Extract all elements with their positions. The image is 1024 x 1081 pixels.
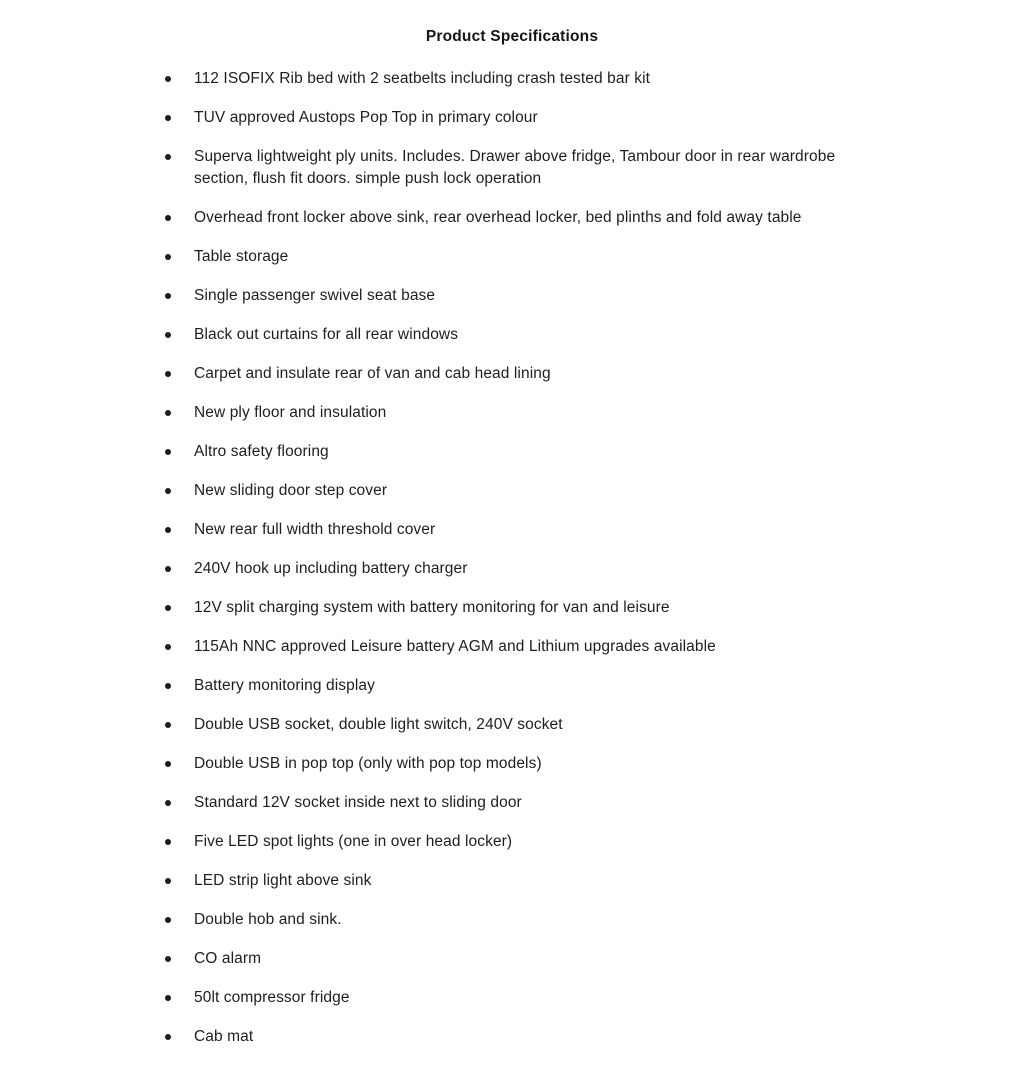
list-item [160, 597, 1024, 619]
list-item-text: 50lt compressor fridge [194, 989, 350, 1006]
bullet-icon [165, 115, 171, 121]
product-specifications-document [0, 27, 1024, 1081]
list-item-text: New rear full width threshold cover [194, 521, 436, 538]
list-item [160, 948, 1024, 970]
list-item [160, 146, 1024, 190]
bullet-icon [165, 527, 171, 533]
list-item-text: Altro safety flooring [194, 443, 329, 460]
list-item-text: New sliding door step cover [194, 482, 388, 499]
bullet-icon [165, 995, 171, 1001]
list-item [160, 68, 1024, 90]
bullet-icon [165, 371, 171, 377]
list-item [160, 363, 1024, 385]
list-item [160, 675, 1024, 697]
bullet-icon [165, 722, 171, 728]
list-item-text: Double USB in pop top (only with pop top models) [194, 755, 542, 772]
bullet-icon [165, 644, 171, 650]
list-item-text: Five LED spot lights (one in over head locker) [194, 833, 513, 850]
bullet-icon [165, 293, 171, 299]
list-item-text: 12V split charging system with battery monitoring for van and leisure [194, 599, 670, 616]
spec-list [0, 68, 1024, 1048]
list-item [160, 558, 1024, 580]
list-item [160, 246, 1024, 268]
list-item-text: Double hob and sink. [194, 911, 342, 928]
bullet-icon [165, 215, 171, 221]
bullet-icon [165, 566, 171, 572]
list-item [160, 870, 1024, 892]
bullet-icon [165, 956, 171, 962]
list-item [160, 519, 1024, 541]
list-item [160, 636, 1024, 658]
bullet-icon [165, 76, 171, 82]
bullet-icon [165, 254, 171, 260]
list-item [160, 909, 1024, 931]
list-item [160, 753, 1024, 775]
list-item [160, 480, 1024, 502]
list-item-text: Carpet and insulate rear of van and cab head lining [194, 365, 551, 382]
list-item-text: 115Ah NNC approved Leisure battery AGM and Lithium upgrades available [194, 638, 716, 655]
list-item-text: Table storage [194, 248, 289, 265]
page-title: Product Specifications [425, 28, 599, 45]
list-item [160, 285, 1024, 307]
list-item-text: Superva lightweight ply units. Includes. Drawer above fridge, Tambour door in rear wardrobe section, flush fit doors. simple push lock operation [194, 148, 836, 187]
list-item [160, 107, 1024, 129]
list-item-text: 240V hook up including battery charger [194, 560, 468, 577]
list-item-text: New ply floor and insulation [194, 404, 387, 421]
list-item [160, 1026, 1024, 1048]
list-item [160, 792, 1024, 814]
list-item-text: Single passenger swivel seat base [194, 287, 436, 304]
list-item-text: Overhead front locker above sink, rear overhead locker, bed plinths and fold away table [194, 209, 802, 226]
list-item-text: Standard 12V socket inside next to sliding door [194, 794, 522, 811]
bullet-icon [165, 917, 171, 923]
list-item [160, 441, 1024, 463]
bullet-icon [165, 1034, 171, 1040]
list-item [160, 987, 1024, 1009]
bullet-icon [165, 683, 171, 689]
list-item [160, 207, 1024, 229]
list-item [160, 714, 1024, 736]
list-item-text: Black out curtains for all rear windows [194, 326, 459, 343]
list-item-text: TUV approved Austops Pop Top in primary colour [194, 109, 538, 126]
bullet-icon [165, 839, 171, 845]
list-item-text: 112 ISOFIX Rib bed with 2 seatbelts including crash tested bar kit [194, 70, 651, 87]
bullet-icon [165, 878, 171, 884]
list-item-text: Battery monitoring display [194, 677, 375, 694]
list-item-text: LED strip light above sink [194, 872, 372, 889]
bullet-icon [165, 761, 171, 767]
list-item [160, 324, 1024, 346]
bullet-icon [165, 449, 171, 455]
list-item [160, 402, 1024, 424]
bullet-icon [165, 154, 171, 160]
bullet-icon [165, 800, 171, 806]
list-item [160, 831, 1024, 853]
bullet-icon [165, 410, 171, 416]
bullet-icon [165, 488, 171, 494]
list-item-text: Cab mat [194, 1028, 254, 1045]
list-item-text: Double USB socket, double light switch, 240V socket [194, 716, 563, 733]
bullet-icon [165, 605, 171, 611]
list-item-text: CO alarm [194, 950, 262, 967]
bullet-icon [165, 332, 171, 338]
